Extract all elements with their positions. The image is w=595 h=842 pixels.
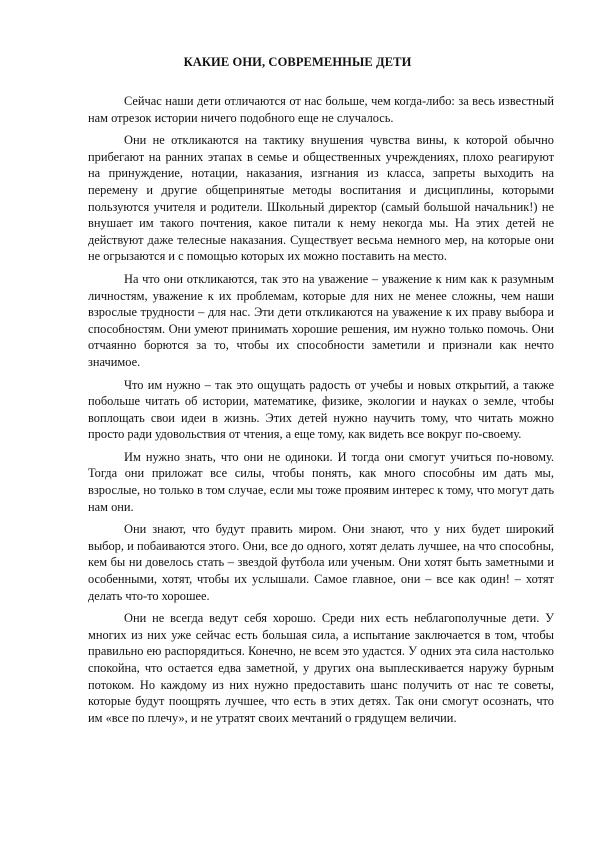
paragraph: На что они откликаются, так это на уважение – уважение к ним как к разумным личностям, уважение к их проблемам, которые для них не менее сложны, чем наши взрослые трудности – для нас. Эти дети откликаются на уважение к их праву выбора и способностям. Они умеют принимать хорошие решения, им нужно только помочь. Они отчаянно борются за то, чтобы их способности заметили и признали как нечто значимое. [88, 271, 554, 369]
paragraph: Они знают, что будут править миром. Они знают, что у них будет широкий выбор, и побаиваются этого. Они, все до одного, хотят делать лучшее, на что способны, кем бы ни довелось стать – звездой футбола или ученым. Они хотят быть заметными и особенными, хотят, чтобы их услышали. Самое главное, они – все как один! – хотят делать что-то хорошее. [88, 522, 554, 603]
paragraph: Они не всегда ведут себя хорошо. Среди них есть неблагополучные дети. У многих из них уже сейчас есть большая сила, а испытание заключается в том, чтобы правильно ею распорядиться. Конечно, не всем это удастся. У одних эта сила настолько спокойна, что остается едва заметной, у других она выплескивается наружу бурным потоком. Но каждому из них нужно предоставить шанс получить от нас те советы, которые будут поощрять лучшее, что есть в этих детях. Так они смогут осознать, что им «все по плечу», и не утратят своих мечтаний о грядущем величии. [88, 611, 554, 725]
page-title: КАКИЕ ОНИ, СОВРЕМЕННЫЕ ДЕТИ [183, 55, 412, 69]
paragraph: Им нужно знать, что они не одиноки. И тогда они смогут учиться по-новому. Тогда они приложат все силы, чтобы понять, как много способны им дать мы, взрослые, но только в том случае, если мы тоже проявим интерес к тому, что могут дать нам они. [88, 449, 554, 514]
paragraph: Сейчас наши дети отличаются от нас больше, чем когда-либо: за весь известный нам отрезок истории ничего подобного еще не случалось. [88, 94, 554, 125]
paragraph: Что им нужно – так это ощущать радость от учебы и новых открытий, а также побольше читать об истории, математике, физике, экологии и науках о земле, чтобы воплощать свои идеи в жизнь. Этих детей нужно научить тому, что читать можно просто ради удовольствия от чтения, а еще тому, как видеть все вокруг по-своему. [88, 377, 554, 442]
document-body [88, 93, 554, 732]
paragraph: Они не откликаются на тактику внушения чувства вины, к которой обычно прибегают на ранних этапах в семье и общественных учреждениях, плохо реагируют на принуждение, нотации, наказания, изгнания из класса, запреты выходить на перемену и другие общепринятые методы воспитания и дисциплины, которыми пользуются учителя и родители. Школьный директор (самый большой начальник!) не внушает им такого почтения, какое питали к нему некогда мы. На этих детей не действуют даже телесные наказания. Существует весьма немного мер, на которые они не огрызаются и с помощью которых их можно поставить на место. [88, 133, 554, 264]
